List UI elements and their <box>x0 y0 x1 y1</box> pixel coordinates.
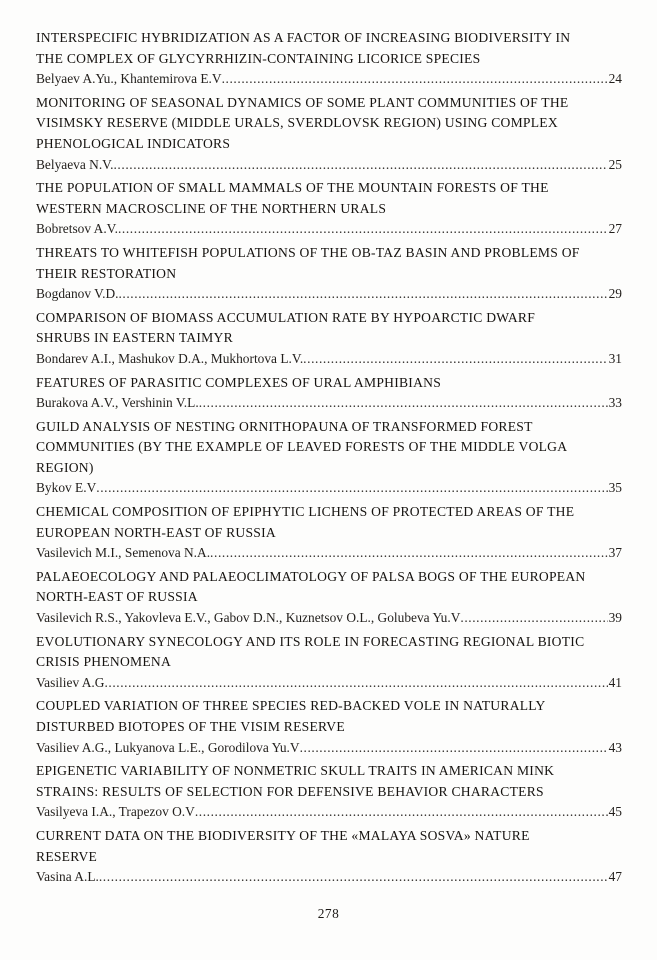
toc-entry-authors-row <box>36 802 622 823</box>
toc-entry-title-line: MONITORING OF SEASONAL DYNAMICS OF SOME PLANT COMMUNITIES OF THE <box>36 94 569 110</box>
dot-leader <box>303 349 607 370</box>
toc-entry-title-line: EVOLUTIONARY SYNECOLOGY AND ITS ROLE IN FORECASTING REGIONAL BIOTIC <box>36 633 585 649</box>
dot-leader <box>300 738 608 759</box>
toc-entry <box>36 761 622 823</box>
toc-entry <box>36 417 622 499</box>
toc-entry-authors-row <box>36 673 622 694</box>
toc-entry <box>36 632 622 694</box>
toc-entry-page-number: 47 <box>608 869 622 885</box>
toc-entry-authors: Vasilevich M.I., Semenova N.A. <box>36 545 211 561</box>
toc-entry-title <box>36 567 622 608</box>
toc-entry-title <box>36 696 622 737</box>
toc-entry-authors-row <box>36 608 622 629</box>
toc-entry-page-number: 24 <box>608 71 622 87</box>
toc-entry-authors: Belyaeva N.V. <box>36 156 114 172</box>
toc-entry-title-line: COMPARISON OF BIOMASS ACCUMULATION RATE BY HYPOARCTIC DWARF <box>36 309 536 325</box>
dot-leader <box>118 284 607 305</box>
toc-entry <box>36 567 622 629</box>
toc-entry <box>36 93 622 175</box>
dot-leader <box>99 867 608 888</box>
toc-entry-title-line: RESERVE <box>36 848 98 864</box>
toc-entry-title-line: THREATS TO WHITEFISH POPULATIONS OF THE OB-TAZ BASIN AND PROBLEMS OF <box>36 244 580 260</box>
dot-leader <box>222 69 608 90</box>
toc-entry-authors-row <box>36 155 622 176</box>
toc-entry-title <box>36 632 622 673</box>
toc-entry-authors-row <box>36 478 622 499</box>
toc-entry-authors: Bobretsov A.V. <box>36 221 118 237</box>
toc-entry-title-line: COMMUNITIES (BY THE EXAMPLE OF LEAVED FORESTS OF THE MIDDLE VOLGA <box>36 439 568 455</box>
toc-entry-page-number: 25 <box>608 156 622 172</box>
toc-entry-page-number: 37 <box>608 545 622 561</box>
toc-entry-title-line: CURRENT DATA ON THE BIODIVERSITY OF THE «MALAYA SOSVA» NATURE <box>36 827 530 843</box>
toc-entry-authors: Bondarev A.I., Mashukov D.A., Mukhortova L.V. <box>36 350 304 366</box>
toc-entry-authors-row <box>36 349 622 370</box>
toc-entry-page-number: 41 <box>608 674 622 690</box>
toc-entry-title-line: VISIMSKY RESERVE (MIDDLE URALS, SVERDLOVSK REGION) USING COMPLEX <box>36 115 558 131</box>
toc-entry-authors: Bogdanov V.D. <box>36 286 119 302</box>
toc-entry <box>36 826 622 888</box>
toc-entry-title-line: CRISIS PHENOMENA <box>36 654 172 670</box>
toc-entry-title-line: STRAINS: RESULTS OF SELECTION FOR DEFENSIVE BEHAVIOR CHARACTERS <box>36 783 544 799</box>
toc-entry-title-line: EUROPEAN NORTH-EAST OF RUSSIA <box>36 524 276 540</box>
toc-entry-title-line: SHRUBS IN EASTERN TAIMYR <box>36 330 233 346</box>
dot-leader <box>195 802 608 823</box>
toc-entry-page-number: 45 <box>608 804 622 820</box>
toc-entry-authors: Bykov E.V <box>36 480 97 496</box>
toc-entry-authors-row <box>36 738 622 759</box>
page-number: 278 <box>317 906 340 921</box>
toc-entry <box>36 373 622 414</box>
toc-entry-authors-row <box>36 393 622 414</box>
toc-entry-authors-row <box>36 543 622 564</box>
toc-entry-authors-row <box>36 867 622 888</box>
toc-entry <box>36 308 622 370</box>
toc-entry-title-line: THE POPULATION OF SMALL MAMMALS OF THE MOUNTAIN FORESTS OF THE <box>36 180 549 196</box>
toc-entry-title <box>36 761 622 802</box>
toc-entry <box>36 28 622 90</box>
toc-entry-title-line: FEATURES OF PARASITIC COMPLEXES OF URAL AMPHIBIANS <box>36 374 442 390</box>
toc-entry <box>36 696 622 758</box>
toc-entry-authors: Vasiliev A.G <box>36 674 105 690</box>
toc-entry-title-line: COUPLED VARIATION OF THREE SPECIES RED-BACKED VOLE IN NATURALLY <box>36 698 546 714</box>
toc-entry-page-number: 27 <box>608 221 622 237</box>
toc-entry-title <box>36 373 622 394</box>
toc-entry-title <box>36 502 622 543</box>
toc-entry-page-number: 35 <box>608 480 622 496</box>
toc-entry-title-line: WESTERN MACROSCLINE OF THE NORTHERN URALS <box>36 200 387 216</box>
toc-list <box>36 28 622 891</box>
toc-entry-authors-row <box>36 69 622 90</box>
toc-entry-title <box>36 178 622 219</box>
toc-entry <box>36 178 622 240</box>
toc-entry-authors-row <box>36 219 622 240</box>
toc-entry-authors: Vasilevich R.S., Yakovleva E.V., Gabov D.N., Kuznetsov O.L., Golubeva Yu.V <box>36 610 461 626</box>
toc-entry-page-number: 31 <box>608 350 622 366</box>
toc-entry-title-line: GUILD ANALYSIS OF NESTING ORNITHOPAUNA OF TRANSFORMED FOREST <box>36 418 533 434</box>
toc-entry-page-number: 33 <box>608 395 622 411</box>
toc-entry-authors: Vasiliev A.G., Lukyanova L.E., Gorodilova Yu.V <box>36 739 300 755</box>
toc-entry-title-line: THE COMPLEX OF GLYCYRRHIZIN-CONTAINING LICORICE SPECIES <box>36 50 481 66</box>
dot-leader <box>96 478 607 499</box>
toc-entry-page-number: 29 <box>608 286 622 302</box>
toc-entry-title <box>36 243 622 284</box>
toc-entry-title-line: THEIR RESTORATION <box>36 265 177 281</box>
dot-leader <box>210 543 608 564</box>
dot-leader <box>118 219 608 240</box>
toc-entry-title-line: PALAEOECOLOGY AND PALAEOCLIMATOLOGY OF PALSA BOGS OF THE EUROPEAN <box>36 568 586 584</box>
toc-entry <box>36 502 622 564</box>
toc-entry-title-line: REGION) <box>36 459 94 475</box>
toc-entry-title-line: PHENOLOGICAL INDICATORS <box>36 135 231 151</box>
toc-entry-page-number: 43 <box>608 739 622 755</box>
dot-leader <box>113 155 607 176</box>
toc-entry-title-line: INTERSPECIFIC HYBRIDIZATION AS A FACTOR OF INCREASING BIODIVERSITY IN <box>36 30 571 45</box>
toc-entry-authors: Burakova A.V., Vershinin V.L. <box>36 395 199 411</box>
toc-entry-authors-row <box>36 284 622 305</box>
dot-leader <box>199 393 608 414</box>
toc-entry-authors: Vasina A.L. <box>36 869 99 885</box>
dot-leader <box>460 608 607 629</box>
toc-entry-title <box>36 93 622 155</box>
toc-entry <box>36 243 622 305</box>
toc-entry-authors: Belyaev A.Yu., Khantemirova E.V <box>36 71 222 87</box>
toc-entry-title <box>36 28 622 69</box>
toc-entry-page-number: 39 <box>608 610 622 626</box>
toc-entry-title-line: NORTH-EAST OF RUSSIA <box>36 589 198 605</box>
toc-entry-title-line: DISTURBED BIOTOPES OF THE VISIM RESERVE <box>36 719 345 734</box>
toc-entry-title-line: CHEMICAL COMPOSITION OF EPIPHYTIC LICHENS OF PROTECTED AREAS OF THE <box>36 504 575 520</box>
dot-leader <box>104 673 607 694</box>
toc-entry-title <box>36 826 622 867</box>
toc-entry-title-line: EPIGENETIC VARIABILITY OF NONMETRIC SKULL TRAITS IN AMERICAN MINK <box>36 763 555 779</box>
toc-entry-authors: Vasilyeva I.A., Trapezov O.V <box>36 804 195 820</box>
toc-entry-title <box>36 308 622 349</box>
toc-entry-title <box>36 417 622 479</box>
